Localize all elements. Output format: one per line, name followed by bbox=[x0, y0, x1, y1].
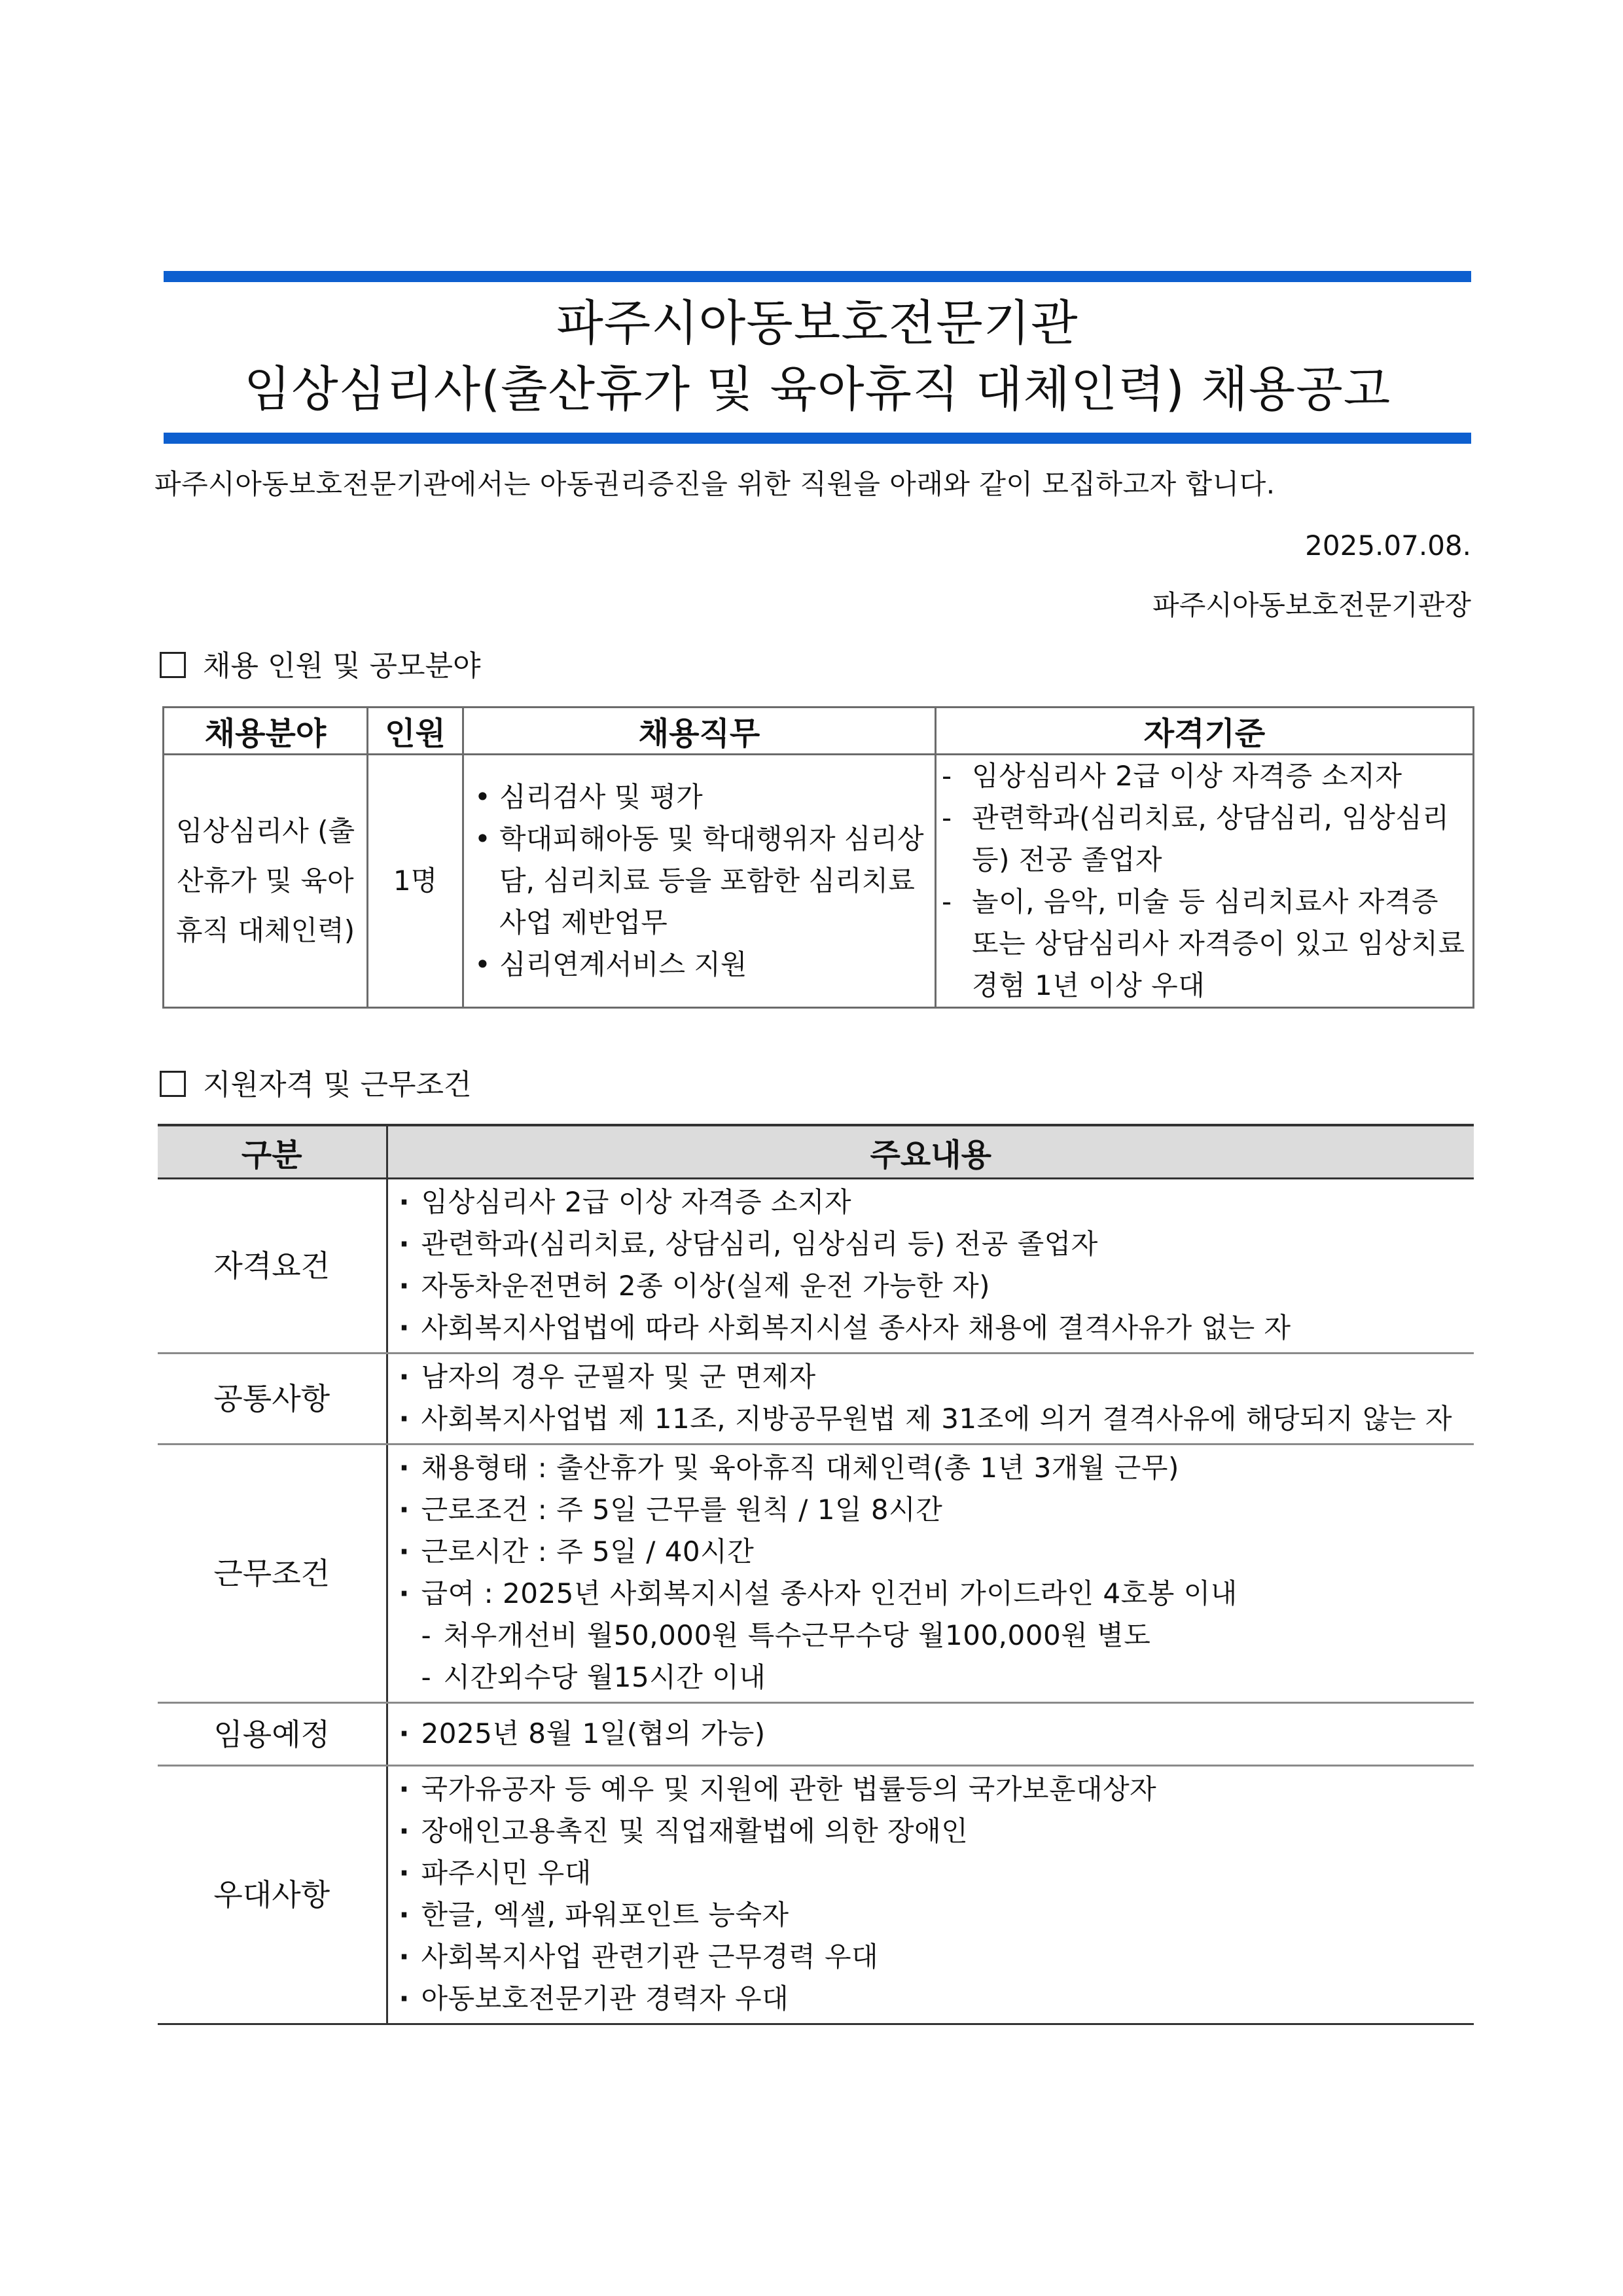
section1-heading-text: 채용 인원 및 공모분야 bbox=[203, 649, 481, 683]
conditions-table bbox=[158, 1124, 1474, 2025]
recruit-criteria bbox=[936, 755, 1474, 1008]
row-label-work-conditions: 근무조건 bbox=[158, 1444, 387, 1703]
table-row bbox=[158, 1354, 1474, 1444]
list-item: · 채용형태 : 출산휴가 및 육아휴직 대체인력(총 1년 3개월 근무) bbox=[389, 1447, 1467, 1489]
row-content-common bbox=[387, 1354, 1474, 1444]
list-item: · 사회복지사업 관련기관 근무경력 우대 bbox=[389, 1936, 1467, 1978]
section2-heading bbox=[160, 1067, 472, 1103]
list-item: · 임상심리사 2급 이상 자격증 소지자 bbox=[389, 1181, 1467, 1223]
checkbox-square-icon bbox=[160, 652, 186, 678]
col-count: 인원 bbox=[368, 708, 463, 755]
table-row bbox=[158, 1179, 1474, 1354]
title-line-2: 임상심리사(출산휴가 및 육아휴직 대체인력) 채용공고 bbox=[243, 361, 1391, 418]
list-item: · 장애인고용촉진 및 직업재활법에 의한 장애인 bbox=[389, 1810, 1467, 1852]
notice-date: 2025.07.08. bbox=[1305, 529, 1471, 562]
list-item: · 국가유공자 등 예우 및 지원에 관한 법률등의 국가보훈대상자 bbox=[389, 1768, 1467, 1810]
list-item: • 학대피해아동 및 학대행위자 심리상담, 심리치료 등을 포함한 심리치료사업 제반업무 bbox=[464, 818, 928, 944]
recruitment-table-header bbox=[164, 708, 1474, 755]
col-category: 구분 bbox=[158, 1125, 387, 1179]
intro-text: 파주시아동보호전문기관에서는 아동권리증진을 위한 직원을 아래와 같이 모집하고자 합니다. bbox=[154, 468, 1275, 500]
list-item: • 심리검사 및 평가 bbox=[464, 776, 928, 818]
col-field: 채용분야 bbox=[164, 708, 368, 755]
list-item: · 자동차운전면허 2종 이상(실제 운전 가능한 자) bbox=[389, 1265, 1467, 1307]
title-bottom-rule bbox=[164, 433, 1471, 444]
row-content-qualifications bbox=[387, 1179, 1474, 1354]
row-content-work-conditions bbox=[387, 1444, 1474, 1703]
row-label-qualifications: 자격요건 bbox=[158, 1179, 387, 1354]
list-item: · 2025년 8월 1일(협의 가능) bbox=[389, 1713, 1467, 1755]
checkbox-square-icon bbox=[160, 1071, 186, 1097]
row-label-common: 공통사항 bbox=[158, 1354, 387, 1444]
list-item: · 사회복지사업법에 따라 사회복지시설 종사자 채용에 결격사유가 없는 자 bbox=[389, 1307, 1467, 1349]
recruit-count: 1명 bbox=[368, 755, 463, 1008]
list-item: · 아동보호전문기관 경력자 우대 bbox=[389, 1978, 1467, 2020]
list-subitem: - 시간외수당 월15시간 이내 bbox=[389, 1657, 1467, 1698]
list-item: · 근로시간 : 주 5일 / 40시간 bbox=[389, 1531, 1467, 1573]
title-top-rule bbox=[164, 271, 1471, 282]
section1-heading bbox=[160, 648, 481, 685]
issuer: 파주시아동보호전문기관장 bbox=[1152, 589, 1471, 621]
row-label-appointment: 임용예정 bbox=[158, 1703, 387, 1766]
list-item: · 남자의 경우 군필자 및 군 면제자 bbox=[389, 1356, 1467, 1398]
row-label-preferences: 우대사항 bbox=[158, 1766, 387, 2024]
list-item: - 임상심리사 2급 이상 자격증 소지자 bbox=[936, 755, 1469, 797]
list-item: - 놀이, 음악, 미술 등 심리치료사 자격증 또는 상담심리사 자격증이 있고 임상치료 경험 1년 이상 우대 bbox=[936, 881, 1469, 1007]
recruit-duties bbox=[463, 755, 936, 1008]
table-row bbox=[158, 1703, 1474, 1766]
list-item: · 관련학과(심리치료, 상담심리, 임상심리 등) 전공 졸업자 bbox=[389, 1223, 1467, 1265]
table-row bbox=[164, 755, 1474, 1008]
col-criteria: 자격기준 bbox=[936, 708, 1474, 755]
list-item: · 사회복지사업법 제 11조, 지방공무원법 제 31조에 의거 결격사유에 해당되지 않는 자 bbox=[389, 1398, 1467, 1440]
row-content-preferences bbox=[387, 1766, 1474, 2024]
row-content-appointment bbox=[387, 1703, 1474, 1766]
recruitment-table bbox=[162, 706, 1474, 1009]
list-item: · 급여 : 2025년 사회복지시설 종사자 인건비 가이드라인 4호봉 이내 bbox=[389, 1573, 1467, 1615]
col-details: 주요내용 bbox=[387, 1125, 1474, 1179]
list-item: · 한글, 엑셀, 파워포인트 능숙자 bbox=[389, 1894, 1467, 1936]
table-row bbox=[158, 1766, 1474, 2024]
section2-heading-text: 지원자격 및 근무조건 bbox=[203, 1068, 472, 1102]
list-item: • 심리연계서비스 지원 bbox=[464, 944, 928, 986]
list-item: · 근로조건 : 주 5일 근무를 원칙 / 1일 8시간 bbox=[389, 1489, 1467, 1531]
table-row bbox=[158, 1444, 1474, 1703]
recruit-field: 임상심리사 (출산휴가 및 육아휴직 대체인력) bbox=[164, 755, 368, 1008]
list-item: - 관련학과(심리치료, 상담심리, 임상심리 등) 전공 졸업자 bbox=[936, 797, 1469, 881]
conditions-table-header bbox=[158, 1125, 1474, 1179]
col-duties: 채용직무 bbox=[463, 708, 936, 755]
list-subitem: - 처우개선비 월50,000원 특수근무수당 월100,000원 별도 bbox=[389, 1615, 1467, 1657]
title-line-1: 파주시아동보호전문기관 bbox=[556, 295, 1079, 351]
list-item: · 파주시민 우대 bbox=[389, 1852, 1467, 1894]
